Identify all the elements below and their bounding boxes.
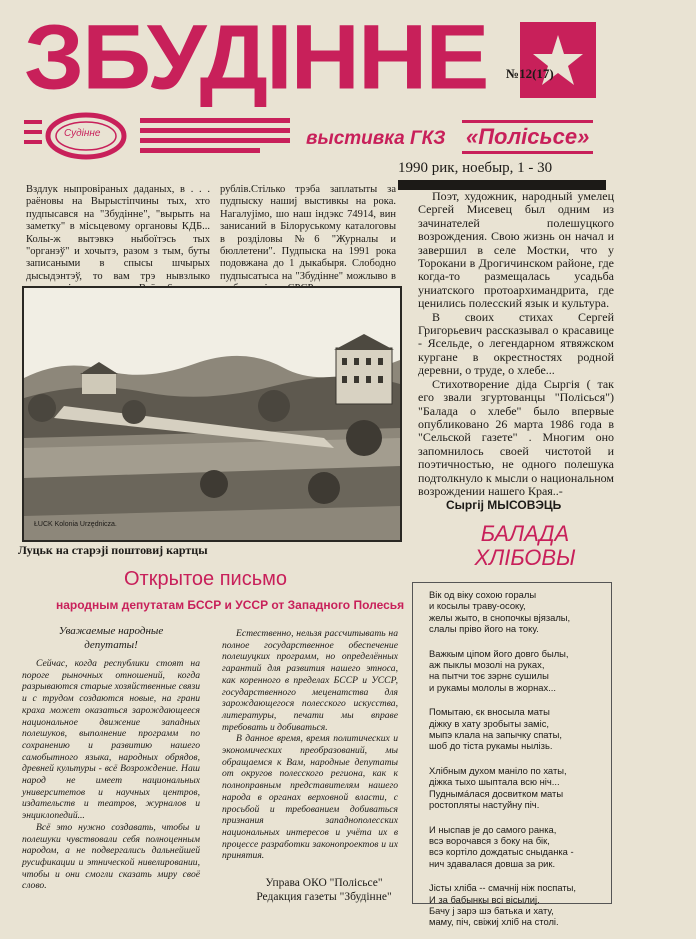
letter-paragraph: Всё это нужно создавать, чтобы и полешуки чувствовали себя полноценным народом, а не подвергались дальнейшей русификации и этнической нивелировании, чтобы и они смогли сказать миру своё слово.	[22, 821, 200, 892]
letter-paragraph: В данное время, время политических и экономических преобразований, мы обращаемся к Вам, народные депутаты от округов полесского региона, как к полноправным представителям нашего народа в органах верховной власти, с просьбой и требованием добиваться признания западнополесских национальных интересов и учёта их в процессе разработки законопроектов и их принятия.	[222, 733, 398, 862]
poem-author: Сыргіј МЫСОВЭЦЬ	[446, 498, 562, 512]
letter-subtitle: народным депутатам БССР и УССР от Западного Полесья	[56, 598, 405, 612]
poem-line: слалы пріво його на току.	[429, 623, 539, 635]
publisher-name: «Полісьсе»	[462, 120, 593, 154]
poem-line: Вік од віку сохою горалы	[429, 589, 537, 600]
poem-line: Важкым ціпом його довго былы,	[429, 647, 569, 659]
poem-line: И ныспав je до самого ранка,	[429, 823, 557, 835]
poem-line: на пытчи тоє зэрнє сушилы	[429, 670, 549, 682]
poem-stanza	[429, 765, 611, 811]
poem-line: И за бабынкы всі вісылиј.	[429, 893, 540, 905]
postcard-inner-caption: ŁUCK Kolonia Urzędnicza.	[34, 521, 117, 528]
letter-signature	[244, 876, 404, 904]
poem-line: Јісты хліба -- смачніј ніж поспаты,	[429, 882, 576, 894]
town-view-image	[24, 288, 400, 540]
subscription-text-1: Вздлук ныпровіраных даданых, в . . . раёновы на Вырыстіпчины тых, хто пудпысався на "Збудінне", "вырыть на заметку" в місьцевому органовы КДБ... Колы-ж вытэвкэ ныбоїтэсь тых "органэў" и хочытэ, разом з тым, буты записаными в спысы шчырых дысыдэнтэў, то вам трэ нывзлыко	[26, 184, 210, 282]
logo-text: Судінне	[64, 128, 101, 139]
poem-line: мыпэ клала на запычку спаты,	[429, 729, 562, 741]
poem-line: желы жыто, в снопочкы вјязалы,	[429, 611, 571, 623]
letter-paragraph: Сейчас, когда республики стоят на пороге рыночных отношений, когда разрываются старые хозяйственные связи и с трудом создаются новые, на грани краха может оказаться зарождающееся национальное движение западных полешуков, выполнение программ по сохранению и развитию нашего самобытного языка, народных обрядов, древней культуры - всё Возрождение. Наш народ не имеет национальных университетов и научных центров, издательств и театров, журналов и энциклопедий...	[22, 658, 200, 822]
exhibition-label: выстивка ГКЗ	[306, 128, 446, 149]
poem-title-line: БАЛАДА	[480, 521, 570, 546]
poem-line: аж пыклы мозолі на руках,	[429, 659, 545, 671]
poem-stanza	[429, 706, 611, 752]
ornament-star-icon	[520, 22, 596, 98]
decorative-stripes	[140, 118, 290, 158]
poem-line: всэ кортіло дождатыс сныданка -	[429, 846, 574, 858]
poem-stanza	[429, 882, 611, 928]
poem-line: Хлібным духом маніло по хаты,	[429, 764, 567, 776]
subscription-text-2: рублів.Стілько трэба заплатыты за пудпыску нашиј выстивкы на рока. Нагалујімо, шо наш індэкс 74914, вин занисаний в Білоруському каталоговы в розділовы №6 "Журналы и бюллетени". Пудпыска на 1991 рока подовжана до 1 дыкабыря. Слободно пудпысатыса на "Збудінне" можлыво в	[220, 184, 396, 282]
poet-intro-column	[418, 190, 614, 498]
poem-line: всэ ворочався з боку на бік,	[429, 834, 550, 846]
signature-line: Редакция газеты "Збудінне"	[256, 891, 392, 903]
poem-title-line: ХЛІБОВЫ	[474, 545, 576, 570]
issue-number: №12(17)	[506, 66, 554, 81]
poem-line: діжка тыхо шыптала всю ніч...	[429, 776, 560, 788]
issue-date: 1990 рик, ноебыр, 1 - 30	[398, 160, 553, 176]
photo-caption: Луцьк на старэјі поштовиј картцы	[18, 543, 208, 557]
poem-line: ростопляты настуйну піч.	[429, 799, 540, 811]
poem-title	[460, 522, 590, 570]
poet-intro-paragraph: Поэт, художник, народный умелец Сергей Мисевец был одним из зачинателей полешуцкого возрождения. Свою жизнь он начал и завершил в селе Мостки, что у Торокани в Дрогичинском районе, где когда-то размещалась усадьба униатского протоархимандрита, где ценились полесский язык и культура.	[418, 189, 614, 311]
letter-title: Открытое письмо	[124, 568, 287, 590]
poet-intro-paragraph: Стихотворение діда Сыргія ( так его звали згуртованцы "Полісься") "Балада о хлебе" было впервые опубликовано 26 марта 1986 года в "Сельской газете" . Многим оно запомнилось своей чистотой и поэтичностью, не одного полешука подтолкнуло к мысли о национальном возрождении нашего Края..-	[418, 376, 614, 498]
letter-paragraph: Естественно, нельзя рассчитывать на полное государственное обеспечение полешуцких программ, но определённых гарантий для развития нашего этноса, как коренного в пределах БССР и УССР, государственного меценатства для зарождающегося полесского искусства, литературы, печати мы вправе требовать и добиваться.	[222, 628, 398, 733]
poem-line: діжку в хату зробыты заміс,	[429, 717, 549, 729]
poem-line: маму, піч, свіжиј хліб на столі.	[429, 916, 559, 928]
poem-line: нич здавалася довша за рик.	[429, 857, 556, 869]
letter-column-2	[222, 628, 398, 862]
poem-line: и рукамы мололы в жорнах...	[429, 681, 556, 693]
poem-line: Пудныма́лася досвитком маты	[429, 787, 564, 799]
poem-stanza	[429, 589, 611, 635]
postcard-photo	[22, 286, 402, 542]
masthead-title: ЗБУДІННЕ	[24, 6, 488, 109]
poem-box	[412, 582, 612, 928]
letter-greeting: Уважаемые народные депутаты!	[58, 625, 164, 651]
club-logo	[24, 112, 134, 162]
letter-column-1	[22, 658, 200, 892]
poem-line: Бачу ј зарэ шэ батька и хату,	[429, 904, 554, 916]
poem-line: и косылы траву-осоку,	[429, 600, 526, 612]
poem-line: Помытаю, єк вносыла маты	[429, 706, 550, 718]
poet-intro-paragraph: В своих стихах Сергей Григорьевич рассказывал о красавице - Ясельде, о легендарном ятвяжском кургане в окрестностях родной деревни, о труде, о хлебе...	[418, 309, 614, 378]
signature-line: Управа ОКО "Полісьсе"	[265, 877, 383, 889]
poem-stanza	[429, 824, 611, 870]
poem-stanza	[429, 648, 611, 694]
poem-line: шоб до тіста рукамы нылізь.	[429, 740, 553, 752]
